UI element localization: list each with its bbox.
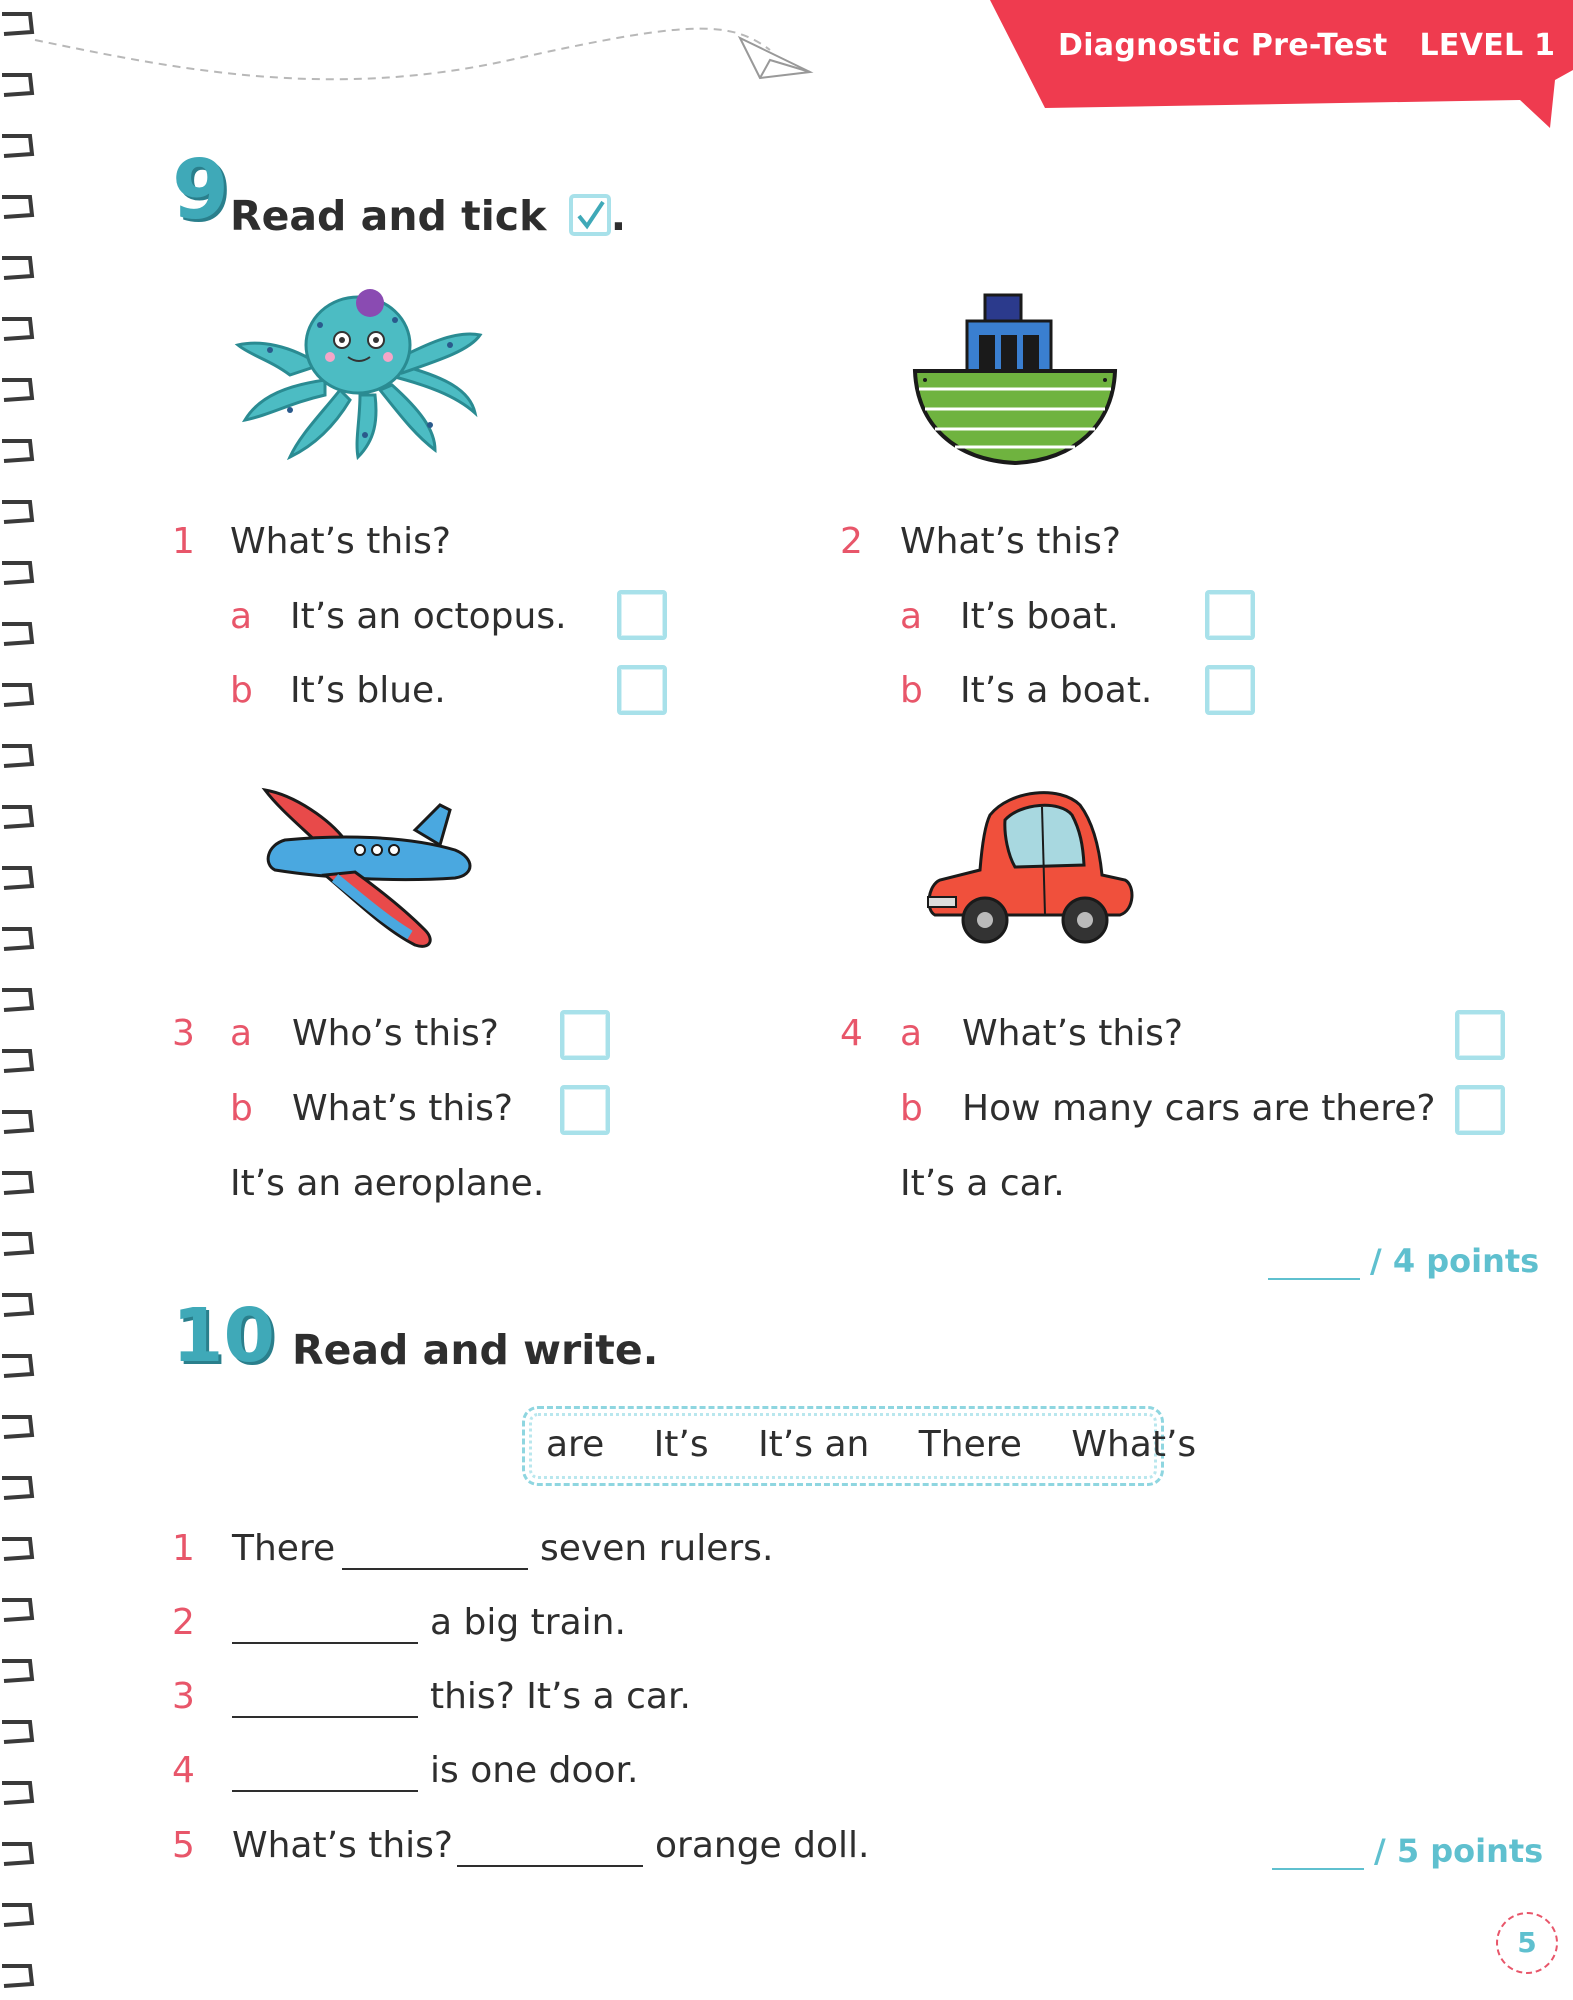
tick-box[interactable]	[1455, 1085, 1505, 1135]
binding-ring	[2, 990, 32, 1010]
score-line	[1268, 1242, 1539, 1280]
binding-ring	[2, 75, 32, 95]
binding-ring	[2, 1051, 32, 1071]
binding-ring	[2, 1234, 32, 1254]
answer-blank[interactable]	[232, 1642, 418, 1644]
binding-ring	[2, 1173, 32, 1193]
option-letter: a	[900, 1013, 923, 1054]
tick-box[interactable]	[617, 665, 667, 715]
binding-ring	[2, 807, 32, 827]
option-letter: a	[900, 596, 923, 637]
item-number: 2	[172, 1602, 195, 1643]
score-blank[interactable]	[1272, 1838, 1364, 1870]
question-text: What’s this?	[900, 521, 1122, 562]
tick-box-icon	[569, 194, 611, 236]
tick-box[interactable]	[1455, 1010, 1505, 1060]
binding-ring	[2, 1417, 32, 1437]
option-letter: b	[900, 670, 923, 711]
binding-ring	[2, 1783, 32, 1803]
sentence-end: seven rulers.	[540, 1528, 774, 1569]
sentence-end: a big train.	[430, 1602, 626, 1643]
word-bank-word: It’s an	[758, 1424, 870, 1465]
aeroplane-icon	[255, 780, 485, 955]
binding-ring	[2, 929, 32, 949]
answer-blank[interactable]	[342, 1568, 528, 1570]
option-text: It’s an octopus.	[290, 596, 567, 637]
tick-box[interactable]	[1205, 590, 1255, 640]
sentence-start: What’s this?	[232, 1825, 454, 1866]
option-text: What’s this?	[962, 1013, 1184, 1054]
option-text: It’s blue.	[290, 670, 446, 711]
binding-ring	[2, 685, 32, 705]
item-number: 1	[172, 1528, 195, 1569]
binding-ring	[2, 502, 32, 522]
binding-ring	[2, 1661, 32, 1681]
paper-plane-trail	[30, 10, 830, 100]
option-text: What’s this?	[292, 1088, 514, 1129]
exercise-number: 9	[172, 143, 230, 238]
word-bank-word: What’s	[1071, 1424, 1197, 1465]
word-bank	[546, 1424, 1234, 1465]
question-number: 3	[172, 1013, 195, 1054]
binding-ring	[2, 1295, 32, 1315]
exercise-title: Read and write.	[292, 1326, 659, 1374]
sentence-end: this? It’s a car.	[430, 1676, 691, 1717]
answer-blank[interactable]	[232, 1790, 418, 1792]
option-letter: a	[230, 596, 253, 637]
option-letter: a	[230, 1013, 253, 1054]
score-blank[interactable]	[1268, 1248, 1360, 1280]
exercise-title-text: Read and tick	[230, 192, 547, 240]
header-title	[1058, 26, 1555, 66]
option-letter: b	[230, 1088, 253, 1129]
tick-box[interactable]	[560, 1085, 610, 1135]
option-letter: b	[230, 670, 253, 711]
sentence-start: There	[232, 1528, 336, 1569]
tick-box[interactable]	[617, 590, 667, 640]
answer-blank[interactable]	[457, 1865, 643, 1867]
item-number: 3	[172, 1676, 195, 1717]
binding-ring	[2, 746, 32, 766]
sentence-end: is one door.	[430, 1750, 639, 1791]
binding-ring	[2, 1112, 32, 1132]
test-level: LEVEL 1	[1419, 28, 1556, 63]
binding-ring	[2, 1905, 32, 1925]
sentence-end: orange doll.	[655, 1825, 870, 1866]
binding-ring	[2, 624, 32, 644]
binding-ring	[2, 1844, 32, 1864]
binding-ring	[2, 197, 32, 217]
option-text: How many cars are there?	[962, 1088, 1436, 1129]
exercise-title	[230, 192, 626, 240]
binding-ring	[2, 258, 32, 278]
answer-blank[interactable]	[232, 1716, 418, 1718]
item-number: 5	[172, 1825, 195, 1866]
question-number: 4	[840, 1013, 863, 1054]
tick-box[interactable]	[560, 1010, 610, 1060]
binding-ring	[2, 563, 32, 583]
binding-ring	[2, 1356, 32, 1376]
question-number: 1	[172, 521, 195, 562]
car-icon	[920, 785, 1140, 955]
binding-ring	[2, 1966, 32, 1986]
question-text: What’s this?	[230, 521, 452, 562]
title-period: .	[610, 192, 627, 240]
question-number: 2	[840, 521, 863, 562]
exercise-number: 10	[172, 1293, 275, 1379]
points-label: / 5 points	[1374, 1832, 1544, 1870]
binding-ring	[2, 1600, 32, 1620]
binding-ring	[2, 441, 32, 461]
answer-text: It’s an aeroplane.	[230, 1163, 545, 1204]
item-number: 4	[172, 1750, 195, 1791]
binding-ring	[2, 319, 32, 339]
boat-icon	[905, 285, 1125, 470]
paper-plane-icon	[740, 38, 810, 78]
binding-ring	[2, 868, 32, 888]
word-bank-word: There	[918, 1424, 1022, 1465]
binding-ring	[2, 1722, 32, 1742]
binding-ring	[2, 1478, 32, 1498]
binding-ring	[2, 136, 32, 156]
binding-ring	[2, 380, 32, 400]
option-text: It’s a boat.	[960, 670, 1153, 711]
option-text: It’s boat.	[960, 596, 1119, 637]
octopus-icon	[230, 285, 490, 460]
answer-text: It’s a car.	[900, 1163, 1065, 1204]
tick-box[interactable]	[1205, 665, 1255, 715]
spiral-binding	[0, 0, 48, 2000]
points-label: / 4 points	[1370, 1242, 1540, 1280]
word-bank-word: are	[546, 1424, 605, 1465]
page-number: 5	[1496, 1912, 1558, 1974]
test-name: Diagnostic Pre-Test	[1058, 28, 1388, 63]
binding-ring	[2, 1539, 32, 1559]
score-line	[1272, 1832, 1543, 1870]
option-letter: b	[900, 1088, 923, 1129]
binding-ring	[2, 14, 32, 34]
word-bank-word: It’s	[653, 1424, 709, 1465]
option-text: Who’s this?	[292, 1013, 499, 1054]
